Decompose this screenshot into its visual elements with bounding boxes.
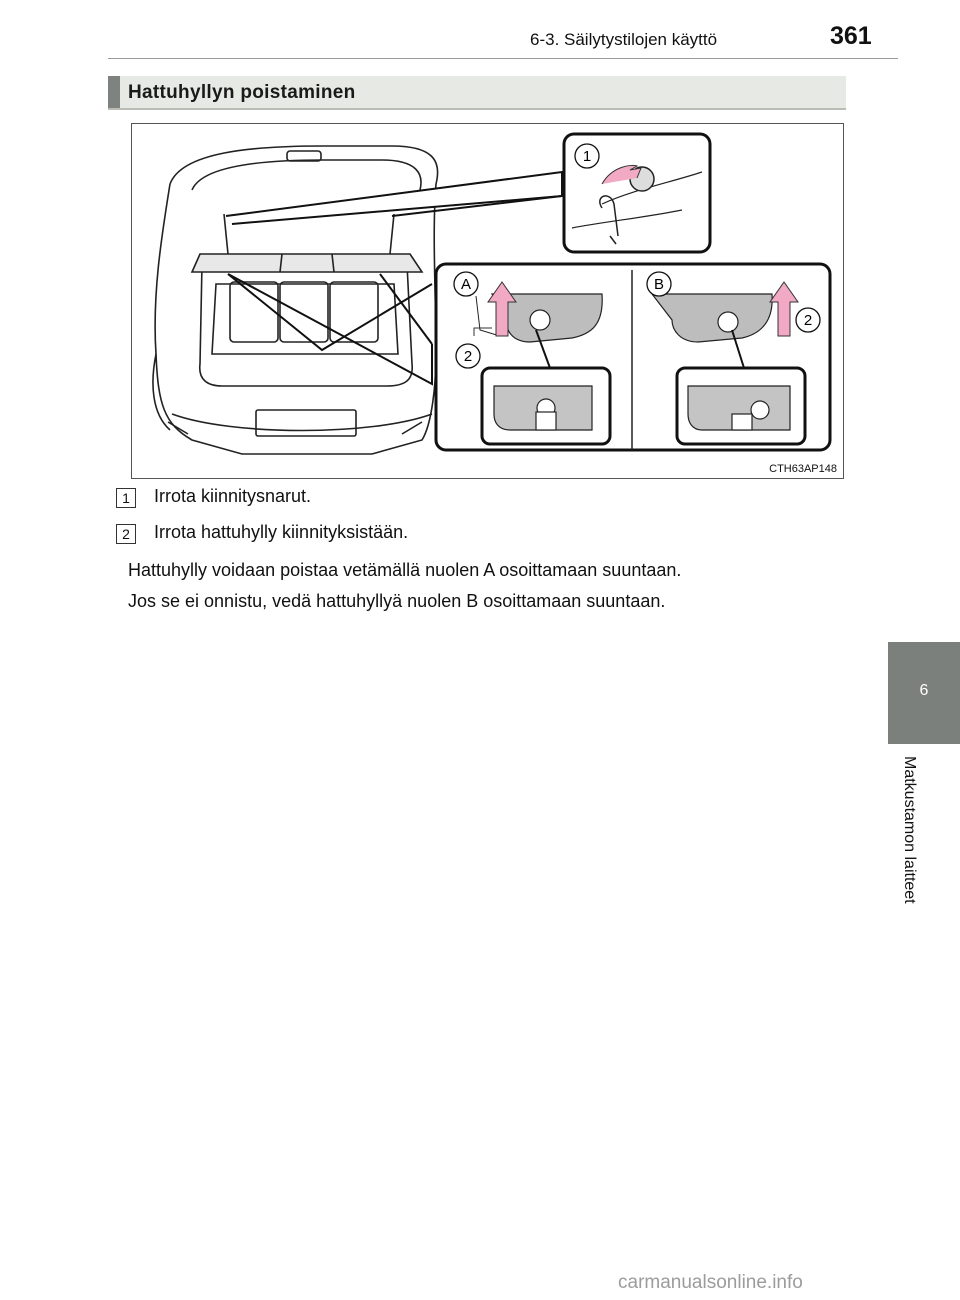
header-section-title: 6-3. Säilytystilojen käyttö bbox=[530, 30, 718, 49]
step-text: Irrota hattuhylly kiinnityksistään. bbox=[154, 522, 409, 542]
chapter-tab-number: 6 bbox=[919, 682, 929, 699]
callout-a-label: A bbox=[460, 276, 472, 293]
detail-box-fasteners bbox=[436, 264, 830, 450]
body-paragraph-line: Hattuhylly voidaan poistaa vetämällä nuolen A osoittamaan suuntaan. bbox=[128, 560, 682, 580]
illustration-frame bbox=[131, 123, 844, 479]
body-paragraph-line: Jos se ei onnistu, vedä hattuhyllyä nuolen B osoittamaan suuntaan. bbox=[128, 591, 666, 611]
callout-2b-label: 2 bbox=[803, 312, 813, 329]
callout-b-label: B bbox=[653, 276, 665, 293]
step-text: Irrota kiinnitysnarut. bbox=[154, 486, 312, 506]
chapter-tab[interactable] bbox=[888, 642, 960, 744]
section-heading-bar bbox=[108, 76, 846, 110]
header-divider bbox=[108, 58, 898, 59]
figure-code: CTH63AP148 bbox=[769, 463, 837, 475]
callout-2a-label: 2 bbox=[463, 348, 473, 365]
section-heading-accent bbox=[108, 76, 120, 108]
watermark: carmanualsonline.info bbox=[618, 1272, 803, 1293]
illustration bbox=[132, 124, 844, 479]
callout-1-label: 1 bbox=[582, 148, 592, 165]
step-number-badge: 2 bbox=[116, 524, 136, 544]
section-title: Hattuhyllyn poistaminen bbox=[128, 82, 356, 103]
chapter-tab-label: Matkustamon laitteet bbox=[901, 756, 918, 904]
page-number: 361 bbox=[830, 22, 872, 50]
car-rear-drawing bbox=[153, 146, 438, 454]
step-number-badge: 1 bbox=[116, 488, 136, 508]
